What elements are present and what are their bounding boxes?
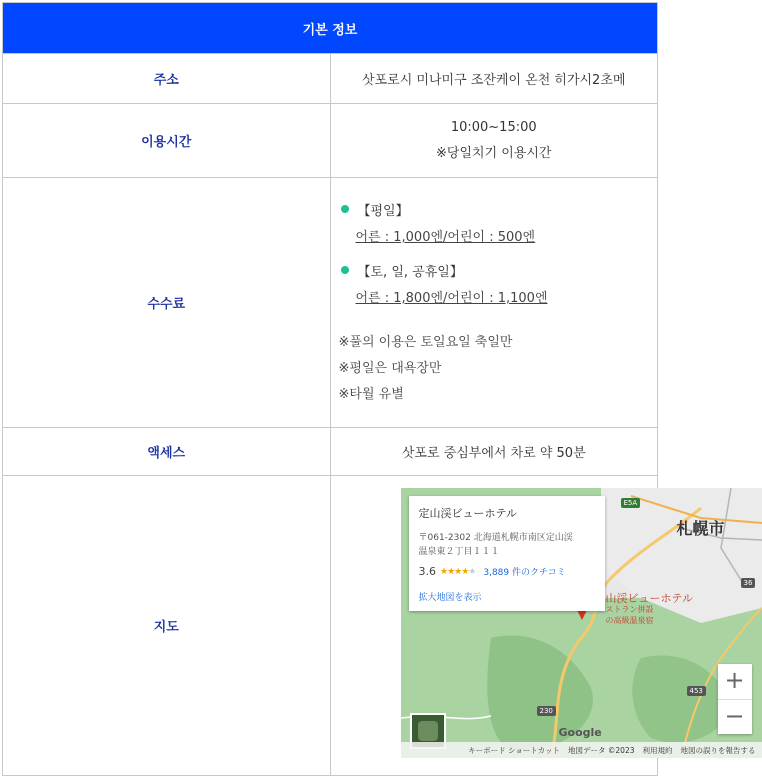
zoom-controls (718, 664, 752, 734)
fee-notes (339, 330, 658, 408)
access-row (3, 428, 658, 476)
place-info-card (409, 496, 605, 611)
place-rating (419, 565, 595, 578)
google-logo: Google (558, 726, 602, 739)
report-error-link[interactable]: 地図の誤りを報告する (680, 745, 756, 755)
map-cell (330, 476, 756, 776)
bullet-icon (341, 266, 349, 274)
zoom-in-button[interactable]: + (724, 666, 745, 694)
map-hotel-sublabel: ストラン併設 の高級温泉宿 (605, 605, 654, 625)
road-shield-e5a: E5A (621, 498, 641, 508)
map-hotel-label[interactable]: 山渓ビューホテル (605, 592, 693, 605)
keyboard-shortcuts-link[interactable]: キーボード ショートカット (468, 745, 561, 755)
place-title: 定山渓ビューホテル (418, 507, 517, 520)
road-shield-230: 230 (537, 706, 556, 716)
address-row (3, 54, 658, 104)
hours-note: ※당일치기 이용시간 (436, 145, 552, 161)
hours-label: 이용시간 (3, 104, 331, 178)
fee-holiday (341, 259, 658, 306)
map-city-label: 札幌市 (676, 519, 725, 538)
fee-holiday-price: 어른 : 1,800엔/어린이 : 1,100엔 (355, 291, 548, 306)
terms-link[interactable]: 利用規約 (642, 745, 673, 755)
fee-note: ※타월 유별 (338, 387, 404, 402)
address-label: 주소 (3, 54, 331, 104)
view-larger-map-link[interactable]: 拡大地図を表示 (418, 593, 482, 603)
star-rating-icon: ★★★★★ (440, 566, 476, 577)
reviews-link[interactable]: 3,889 件のクチコミ (483, 568, 566, 578)
hours-value (330, 104, 658, 178)
bullet-icon (341, 205, 349, 213)
zoom-out-button[interactable]: − (718, 699, 752, 734)
hours-time: 10:00~15:00 (450, 119, 537, 135)
rating-score: 3.6 (418, 565, 436, 578)
fee-row (3, 178, 658, 428)
fee-note: ※평일은 대욕장만 (338, 361, 442, 376)
address-value: 삿포로시 미나미구 조잔케이 온천 히가시2초메 (330, 54, 658, 104)
google-map[interactable] (401, 488, 762, 758)
info-table (2, 2, 756, 776)
hours-row (3, 104, 658, 178)
fee-weekday (341, 198, 658, 245)
access-label: 액세스 (3, 428, 331, 476)
table-header: 기본 정보 (3, 3, 658, 54)
fee-holiday-title: 【토, 일, 공휴일】 (357, 264, 463, 280)
fee-note: ※풀의 이용은 토일요일 축일만 (338, 335, 513, 350)
road-shield-36: 36 (741, 578, 756, 588)
map-label: 지도 (3, 476, 331, 776)
road-shield-453: 453 (687, 686, 706, 696)
access-value: 삿포로 중심부에서 차로 약 50분 (330, 428, 658, 476)
fee-value (330, 178, 658, 428)
map-footer (401, 742, 762, 758)
fee-label: 수수료 (3, 178, 331, 428)
map-row (3, 476, 658, 776)
fee-weekday-title: 【평일】 (357, 203, 409, 219)
fee-weekday-price: 어른 : 1,000엔/어린이 : 500엔 (355, 230, 536, 245)
map-data-attribution: 地図データ ©2023 (568, 745, 635, 755)
place-address: 〒061-2302 北海道札幌市南区定山渓 温泉東２丁目１１１ (418, 533, 573, 557)
